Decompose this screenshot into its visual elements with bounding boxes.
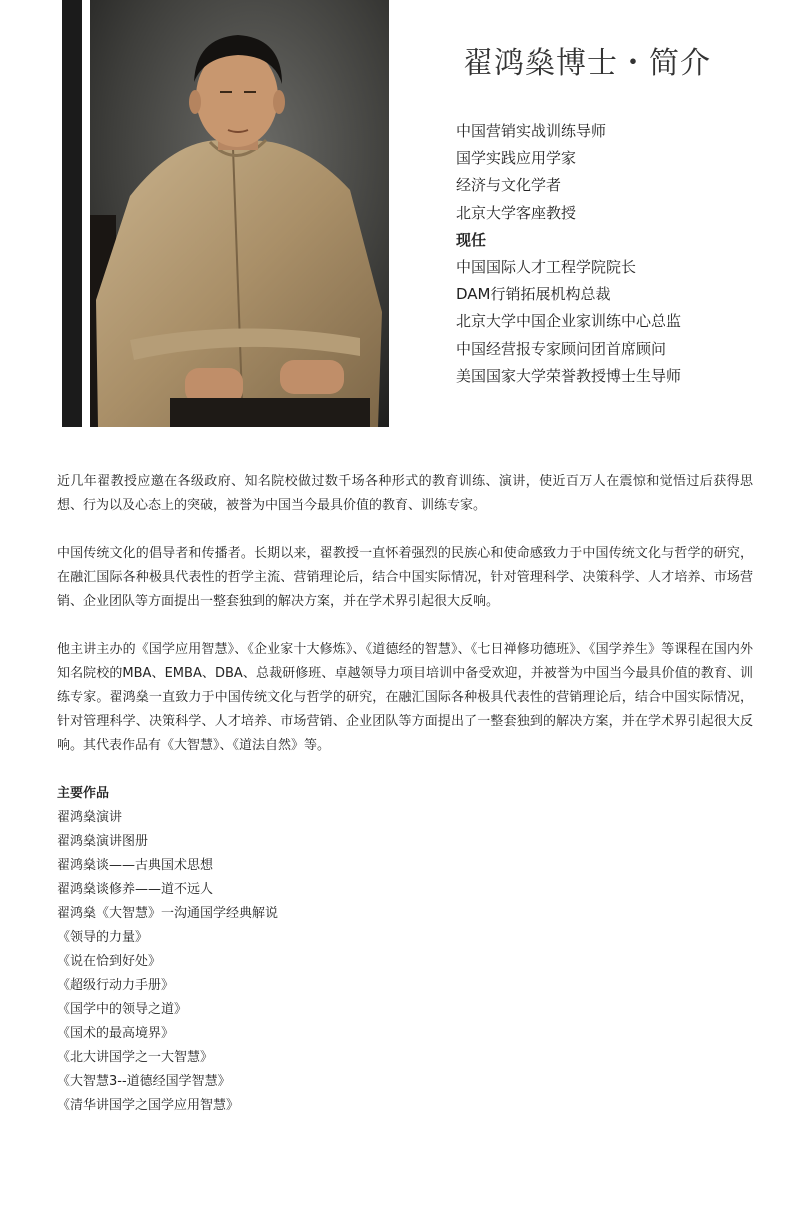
work-item: 翟鸿燊演讲 — [57, 810, 123, 825]
page-title: 翟鸿燊博士・简介 — [463, 46, 711, 81]
bio-paragraph-3: 他主讲主办的《国学应用智慧》、《企业家十大修炼》、《道德经的智慧》、《七日禅修功德班》、《国学养生》等课程在国内外知名院校的MBA、EMBA、DBA、总裁研修班、卓越领导力项目培训中备受欢迎，并被誉为中国当今最具价值的教育、训练专家。翟鸿燊一直致力于中国传统文化与哲学的研究，在融汇国际各种极具代表性的营销理论后，结合中国实际情况，针对管理科学、决策科学、人才培养、市场营销、企业团队等方面提出了一整套独到的解决方案，并在学术界引起很大反响。其代表作品有《大智慧》、《道法自然》等。 — [57, 642, 753, 753]
role-item: 北京大学客座教授 — [456, 203, 577, 222]
roles-list — [456, 118, 786, 390]
role-item: 中国国际人才工程学院院长 — [456, 258, 637, 277]
biography-body — [57, 470, 753, 1118]
role-item: 国学实践应用学家 — [456, 149, 577, 168]
role-item: 中国营销实战训练导师 — [456, 122, 607, 140]
work-item: 翟鸿燊演讲图册 — [57, 834, 149, 849]
current-positions-heading: 现任 — [456, 230, 487, 249]
bio-paragraph-2: 中国传统文化的倡导者和传播者。长期以来，翟教授一直怀着强烈的民族心和使命感致力于中国传统文化与哲学的研究，在融汇国际各种极具代表性的哲学主流、营销理论后，结合中国实际情况，针对管理科学、决策科学、人才培养、市场营销、企业团队等方面提出一整套独到的解决方案，并在学术界引起很大反响。 — [57, 546, 753, 609]
portrait-photo-frame — [62, 0, 389, 427]
bio-paragraph-1: 近几年翟教授应邀在各级政府、知名院校做过数千场各种形式的教育训练、演讲，使近百万人在震惊和觉悟过后获得思想、行为以及心态上的突破，被誉为中国当今最具价值的教育、训练专家。 — [57, 474, 753, 513]
role-item: 北京大学中国企业家训练中心总监 — [456, 312, 682, 331]
work-item: 《说在恰到好处》 — [57, 954, 162, 969]
role-item: 中国经营报专家顾问团首席顾问 — [456, 339, 667, 358]
work-item: 翟鸿燊谈修养——道不远人 — [57, 882, 214, 897]
portrait-photo — [90, 0, 389, 427]
photo-dark-bar — [62, 0, 82, 427]
role-item: 美国国家大学荣誉教授博士生导师 — [456, 366, 682, 385]
work-item: 翟鸿燊《大智慧》一沟通国学经典解说 — [57, 906, 279, 921]
role-item: DAM行销拓展机构总裁 — [456, 285, 611, 304]
work-item: 《大智慧3--道德经国学智慧》 — [57, 1074, 231, 1089]
works-heading: 主要作品 — [57, 786, 110, 801]
work-item: 《超级行动力手册》 — [57, 978, 175, 993]
role-item: 经济与文化学者 — [456, 176, 562, 195]
work-item: 《领导的力量》 — [57, 930, 149, 945]
work-item: 《北大讲国学之一大智慧》 — [57, 1050, 214, 1065]
work-item: 《国术的最高境界》 — [57, 1026, 175, 1041]
work-item: 《国学中的领导之道》 — [57, 1002, 188, 1017]
work-item: 翟鸿燊谈——古典国术思想 — [57, 858, 214, 873]
work-item: 《清华讲国学之国学应用智慧》 — [57, 1098, 240, 1113]
